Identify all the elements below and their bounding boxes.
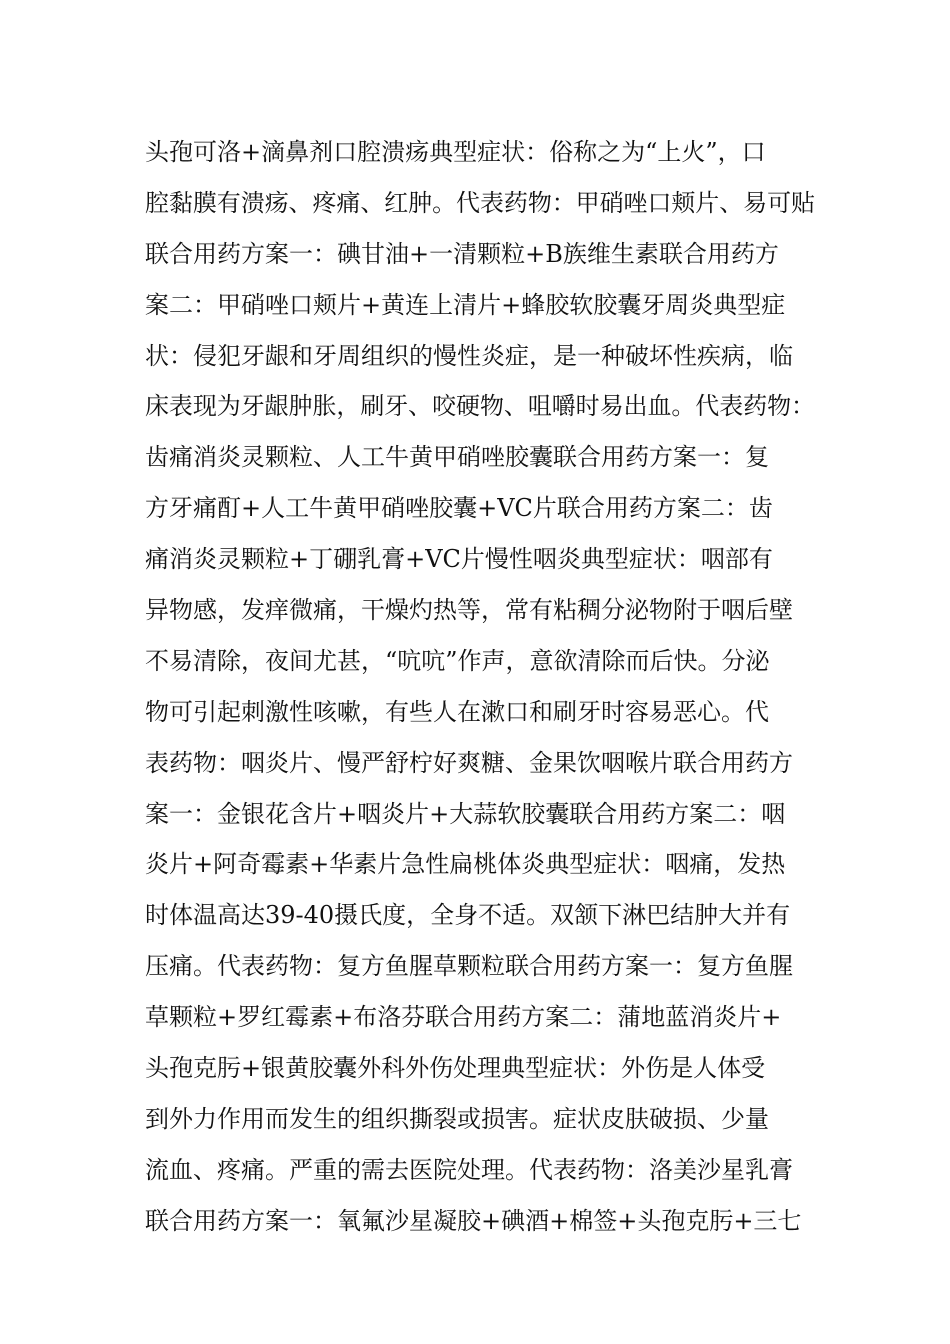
- text-line: 头孢克肟+银黄胶囊外科外伤处理典型症状：外伤是人体受: [145, 1054, 766, 1083]
- text-line: 状：侵犯牙龈和牙周组织的慢性炎症，是一种破坏性疾病，临: [145, 341, 793, 370]
- text-line: 不易清除，夜间尤甚，“吭吭”作声，意欲清除而后快。分泌: [145, 646, 770, 675]
- text-line: 到外力作用而发生的组织撕裂或损害。症状皮肤破损、少量: [145, 1104, 769, 1133]
- text-line: 压痛。代表药物：复方鱼腥草颗粒联合用药方案一：复方鱼腥: [145, 952, 793, 981]
- text-line: 方牙痛酊+人工牛黄甲硝唑胶囊+VC片联合用药方案二：齿: [145, 494, 773, 523]
- text-line: 草颗粒+罗红霉素+布洛芬联合用药方案二：蒲地蓝消炎片+: [145, 1003, 782, 1032]
- text-line: 痛消炎灵颗粒+丁硼乳膏+VC片慢性咽炎典型症状：咽部有: [145, 545, 773, 574]
- text-line: 联合用药方案一：氧氟沙星凝胶+碘酒+棉签+头孢克肟+三七: [145, 1206, 802, 1235]
- text-line: 表药物：咽炎片、慢严舒柠好爽糖、金果饮咽喉片联合用药方: [145, 748, 793, 777]
- text-line: 案二：甲硝唑口颊片+黄连上清片+蜂胶软胶囊牙周炎典型症: [145, 290, 786, 319]
- text-line: 床表现为牙龈肿胀，刷牙、咬硬物、咀嚼时易出血。代表药物：: [145, 392, 815, 421]
- text-line: 时体温高达39-40摄氏度，全身不适。双颔下淋巴结肿大并有: [145, 901, 791, 930]
- text-line: 齿痛消炎灵颗粒、人工牛黄甲硝唑胶囊联合用药方案一：复: [145, 443, 769, 472]
- body-text: [145, 127, 815, 1247]
- text-line: 头孢可洛+滴鼻剂口腔溃疡典型症状：俗称之为“上火”，口: [145, 138, 766, 166]
- text-line: 案一：金银花含片+咽炎片+大蒜软胶囊联合用药方案二：咽: [145, 799, 786, 828]
- text-line: 流血、疼痛。严重的需去医院处理。代表药物：洛美沙星乳膏: [145, 1155, 793, 1184]
- text-line: 炎片+阿奇霉素+华素片急性扁桃体炎典型症状：咽痛，发热: [145, 850, 786, 879]
- text-line: 异物感，发痒微痛，干燥灼热等，常有粘稠分泌物附于咽后壁: [145, 596, 793, 625]
- text-line: 腔黏膜有溃疡、疼痛、红肿。代表药物：甲硝唑口颊片、易可贴: [145, 188, 815, 217]
- text-line: 联合用药方案一：碘甘油+一清颗粒+B族维生素联合用药方: [145, 239, 779, 268]
- text-line: 物可引起刺激性咳嗽，有些人在漱口和刷牙时容易恶心。代: [145, 697, 769, 726]
